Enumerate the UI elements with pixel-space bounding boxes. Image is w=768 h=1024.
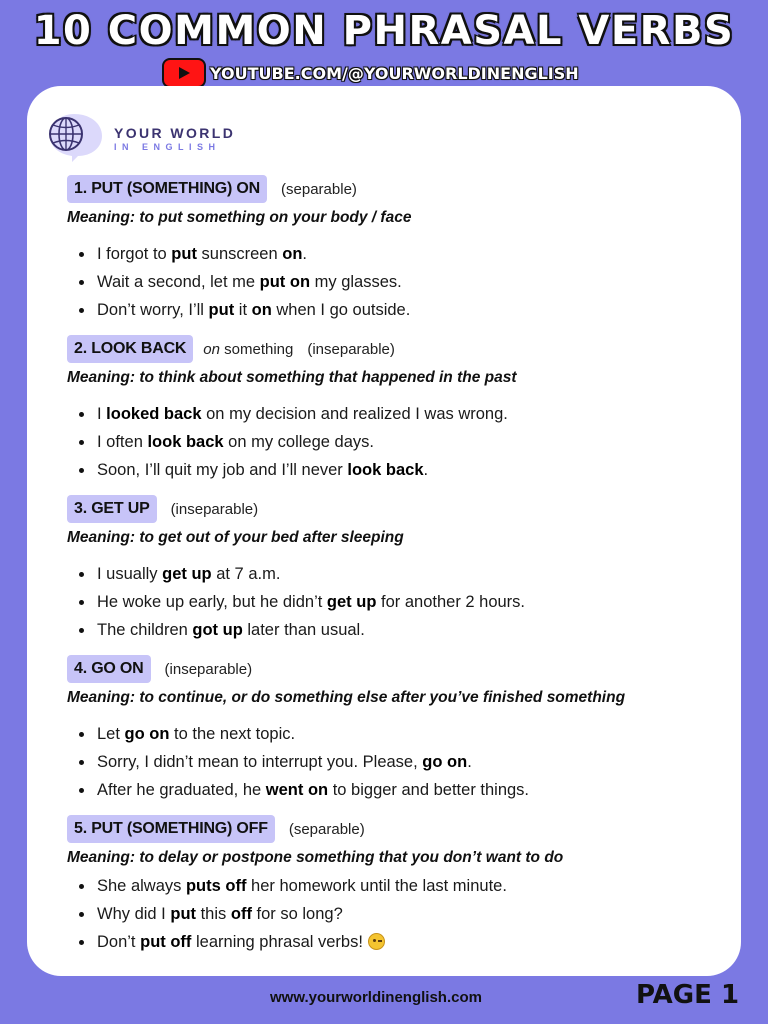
phrasal-verb-section bbox=[67, 654, 747, 804]
phrasal-verb-highlight: puts off bbox=[185, 877, 247, 895]
complement-object: something bbox=[219, 340, 294, 358]
example-text: I forgot to bbox=[97, 245, 172, 263]
example-text: She always bbox=[97, 877, 186, 895]
phrasal-verb-highlight: went on bbox=[265, 781, 329, 799]
phrasal-verb-highlight: go on bbox=[422, 753, 468, 771]
example-sentence bbox=[75, 240, 747, 268]
logo bbox=[44, 110, 235, 167]
logo-line-2: IN ENGLISH bbox=[114, 142, 221, 152]
example-sentence bbox=[75, 872, 747, 900]
phrasal-verb-section bbox=[67, 814, 747, 956]
phrasal-verb-title: 5. PUT (SOMETHING) OFF bbox=[67, 815, 275, 843]
phrasal-verb-highlight: looked back bbox=[106, 405, 202, 423]
separability-label: (separable) bbox=[288, 820, 365, 838]
example-text: After he graduated, he bbox=[97, 781, 266, 799]
example-text: this bbox=[196, 905, 231, 923]
example-text: Don’t bbox=[97, 933, 141, 951]
phrasal-verb-highlight: get up bbox=[162, 565, 212, 583]
example-text: Wait a second, let me bbox=[97, 273, 260, 291]
example-sentence bbox=[75, 400, 747, 428]
example-sentence bbox=[75, 928, 747, 956]
example-text: . bbox=[302, 245, 308, 263]
example-text: Sorry, I didn’t mean to interrupt you. Please, bbox=[97, 753, 423, 771]
phrasal-verb-highlight: put off bbox=[140, 933, 192, 951]
example-text: Let bbox=[97, 725, 125, 743]
example-sentence bbox=[75, 900, 747, 928]
phrasal-verb-title: 4. GO ON bbox=[67, 655, 151, 683]
example-text: my glasses. bbox=[310, 273, 402, 291]
example-text: for another 2 hours. bbox=[376, 593, 526, 611]
meaning-text: Meaning: to put something on your body / face bbox=[67, 209, 412, 226]
example-text: learning phrasal verbs! bbox=[191, 933, 368, 951]
example-sentence bbox=[75, 456, 747, 484]
example-sentence bbox=[75, 720, 747, 748]
example-text: it bbox=[234, 301, 252, 319]
meaning-text: Meaning: to continue, or do something else after you’ve finished something bbox=[67, 689, 626, 706]
main-title: 10 COMMON PHRASAL VERBS bbox=[33, 8, 735, 54]
example-text: at 7 a.m. bbox=[211, 565, 281, 583]
example-text: I usually bbox=[97, 565, 163, 583]
example-sentence bbox=[75, 296, 747, 324]
example-text: Soon, I’ll quit my job and I’ll never bbox=[97, 461, 348, 479]
phrasal-verb-section bbox=[67, 174, 747, 324]
meaning-text: Meaning: to think about something that happened in the past bbox=[67, 369, 517, 386]
example-sentence bbox=[75, 616, 747, 644]
phrasal-verb-section bbox=[67, 334, 747, 484]
example-text: to the next topic. bbox=[169, 725, 296, 743]
globe-speech-bubble-icon bbox=[44, 110, 106, 167]
winking-face-icon bbox=[368, 933, 385, 950]
example-text: Don’t worry, I’ll bbox=[97, 301, 209, 319]
phrasal-verb-highlight: put on bbox=[259, 273, 311, 291]
section-heading bbox=[67, 654, 747, 684]
youtube-link-row[interactable] bbox=[162, 58, 579, 88]
phrasal-verb-highlight: get up bbox=[326, 593, 377, 611]
example-list bbox=[75, 240, 747, 324]
example-text: to bigger and better things. bbox=[328, 781, 530, 799]
phrasal-verb-highlight: got up bbox=[192, 621, 243, 639]
phrasal-verb-highlight: go on bbox=[124, 725, 170, 743]
phrasal-verb-title: 2. LOOK BACK bbox=[67, 335, 193, 363]
example-text: . bbox=[423, 461, 429, 479]
example-text: . bbox=[467, 753, 472, 771]
meaning-text: Meaning: to get out of your bed after sleeping bbox=[67, 529, 404, 546]
phrasal-verb-highlight: on bbox=[282, 245, 303, 263]
example-text: her homework until the last minute. bbox=[246, 877, 507, 895]
separability-label: (inseparable) bbox=[164, 660, 253, 678]
complement-preposition: on bbox=[203, 340, 220, 358]
phrasal-verb-highlight: put bbox=[208, 301, 235, 319]
phrasal-verb-highlight: off bbox=[230, 905, 252, 923]
footer-url[interactable]: www.yourworldinenglish.com bbox=[270, 989, 482, 1006]
example-sentence bbox=[75, 776, 747, 804]
example-text: on my decision and realized I was wrong. bbox=[201, 405, 508, 423]
phrasal-verb-section bbox=[67, 494, 747, 644]
phrasal-verb-title: 3. GET UP bbox=[67, 495, 157, 523]
youtube-link[interactable]: YOUTUBE.COM/@YOURWORLDINENGLISH bbox=[210, 63, 579, 83]
example-text: later than usual. bbox=[242, 621, 365, 639]
example-text: on my college days. bbox=[223, 433, 374, 451]
phrasal-verb-complement bbox=[203, 341, 293, 358]
example-list bbox=[75, 560, 747, 644]
example-text: Why did I bbox=[97, 905, 171, 923]
logo-line-1: YOUR WORLD bbox=[114, 125, 236, 141]
example-text: for so long? bbox=[251, 905, 343, 923]
phrasal-verb-title: 1. PUT (SOMETHING) ON bbox=[67, 175, 267, 203]
phrasal-verb-highlight: look back bbox=[347, 461, 424, 479]
example-list bbox=[75, 872, 747, 956]
phrasal-verb-highlight: put bbox=[170, 905, 197, 923]
phrasal-verb-highlight: put bbox=[171, 245, 197, 263]
phrasal-verb-highlight: on bbox=[251, 301, 272, 319]
example-list bbox=[75, 720, 747, 804]
example-text: He woke up early, but he didn’t bbox=[97, 593, 327, 611]
example-text: sunscreen bbox=[196, 245, 283, 263]
phrasal-verb-highlight: look back bbox=[147, 433, 224, 451]
separability-label: (inseparable) bbox=[170, 500, 259, 518]
example-text: I often bbox=[97, 433, 148, 451]
example-sentence bbox=[75, 560, 747, 588]
example-sentence bbox=[75, 268, 747, 296]
page-number: PAGE 1 bbox=[636, 980, 740, 1010]
example-text: I bbox=[97, 405, 107, 423]
youtube-play-icon bbox=[162, 58, 206, 88]
example-text: when I go outside. bbox=[271, 301, 411, 319]
example-sentence bbox=[75, 588, 747, 616]
meaning-text: Meaning: to delay or postpone something that you don’t want to do bbox=[67, 849, 564, 866]
example-text: The children bbox=[97, 621, 193, 639]
section-heading bbox=[67, 334, 747, 364]
example-sentence bbox=[75, 428, 747, 456]
separability-label: (inseparable) bbox=[307, 340, 395, 358]
section-heading bbox=[67, 494, 747, 524]
separability-label: (separable) bbox=[281, 180, 357, 198]
example-list bbox=[75, 400, 747, 484]
section-heading bbox=[67, 814, 747, 844]
example-sentence bbox=[75, 748, 747, 776]
section-heading bbox=[67, 174, 747, 204]
